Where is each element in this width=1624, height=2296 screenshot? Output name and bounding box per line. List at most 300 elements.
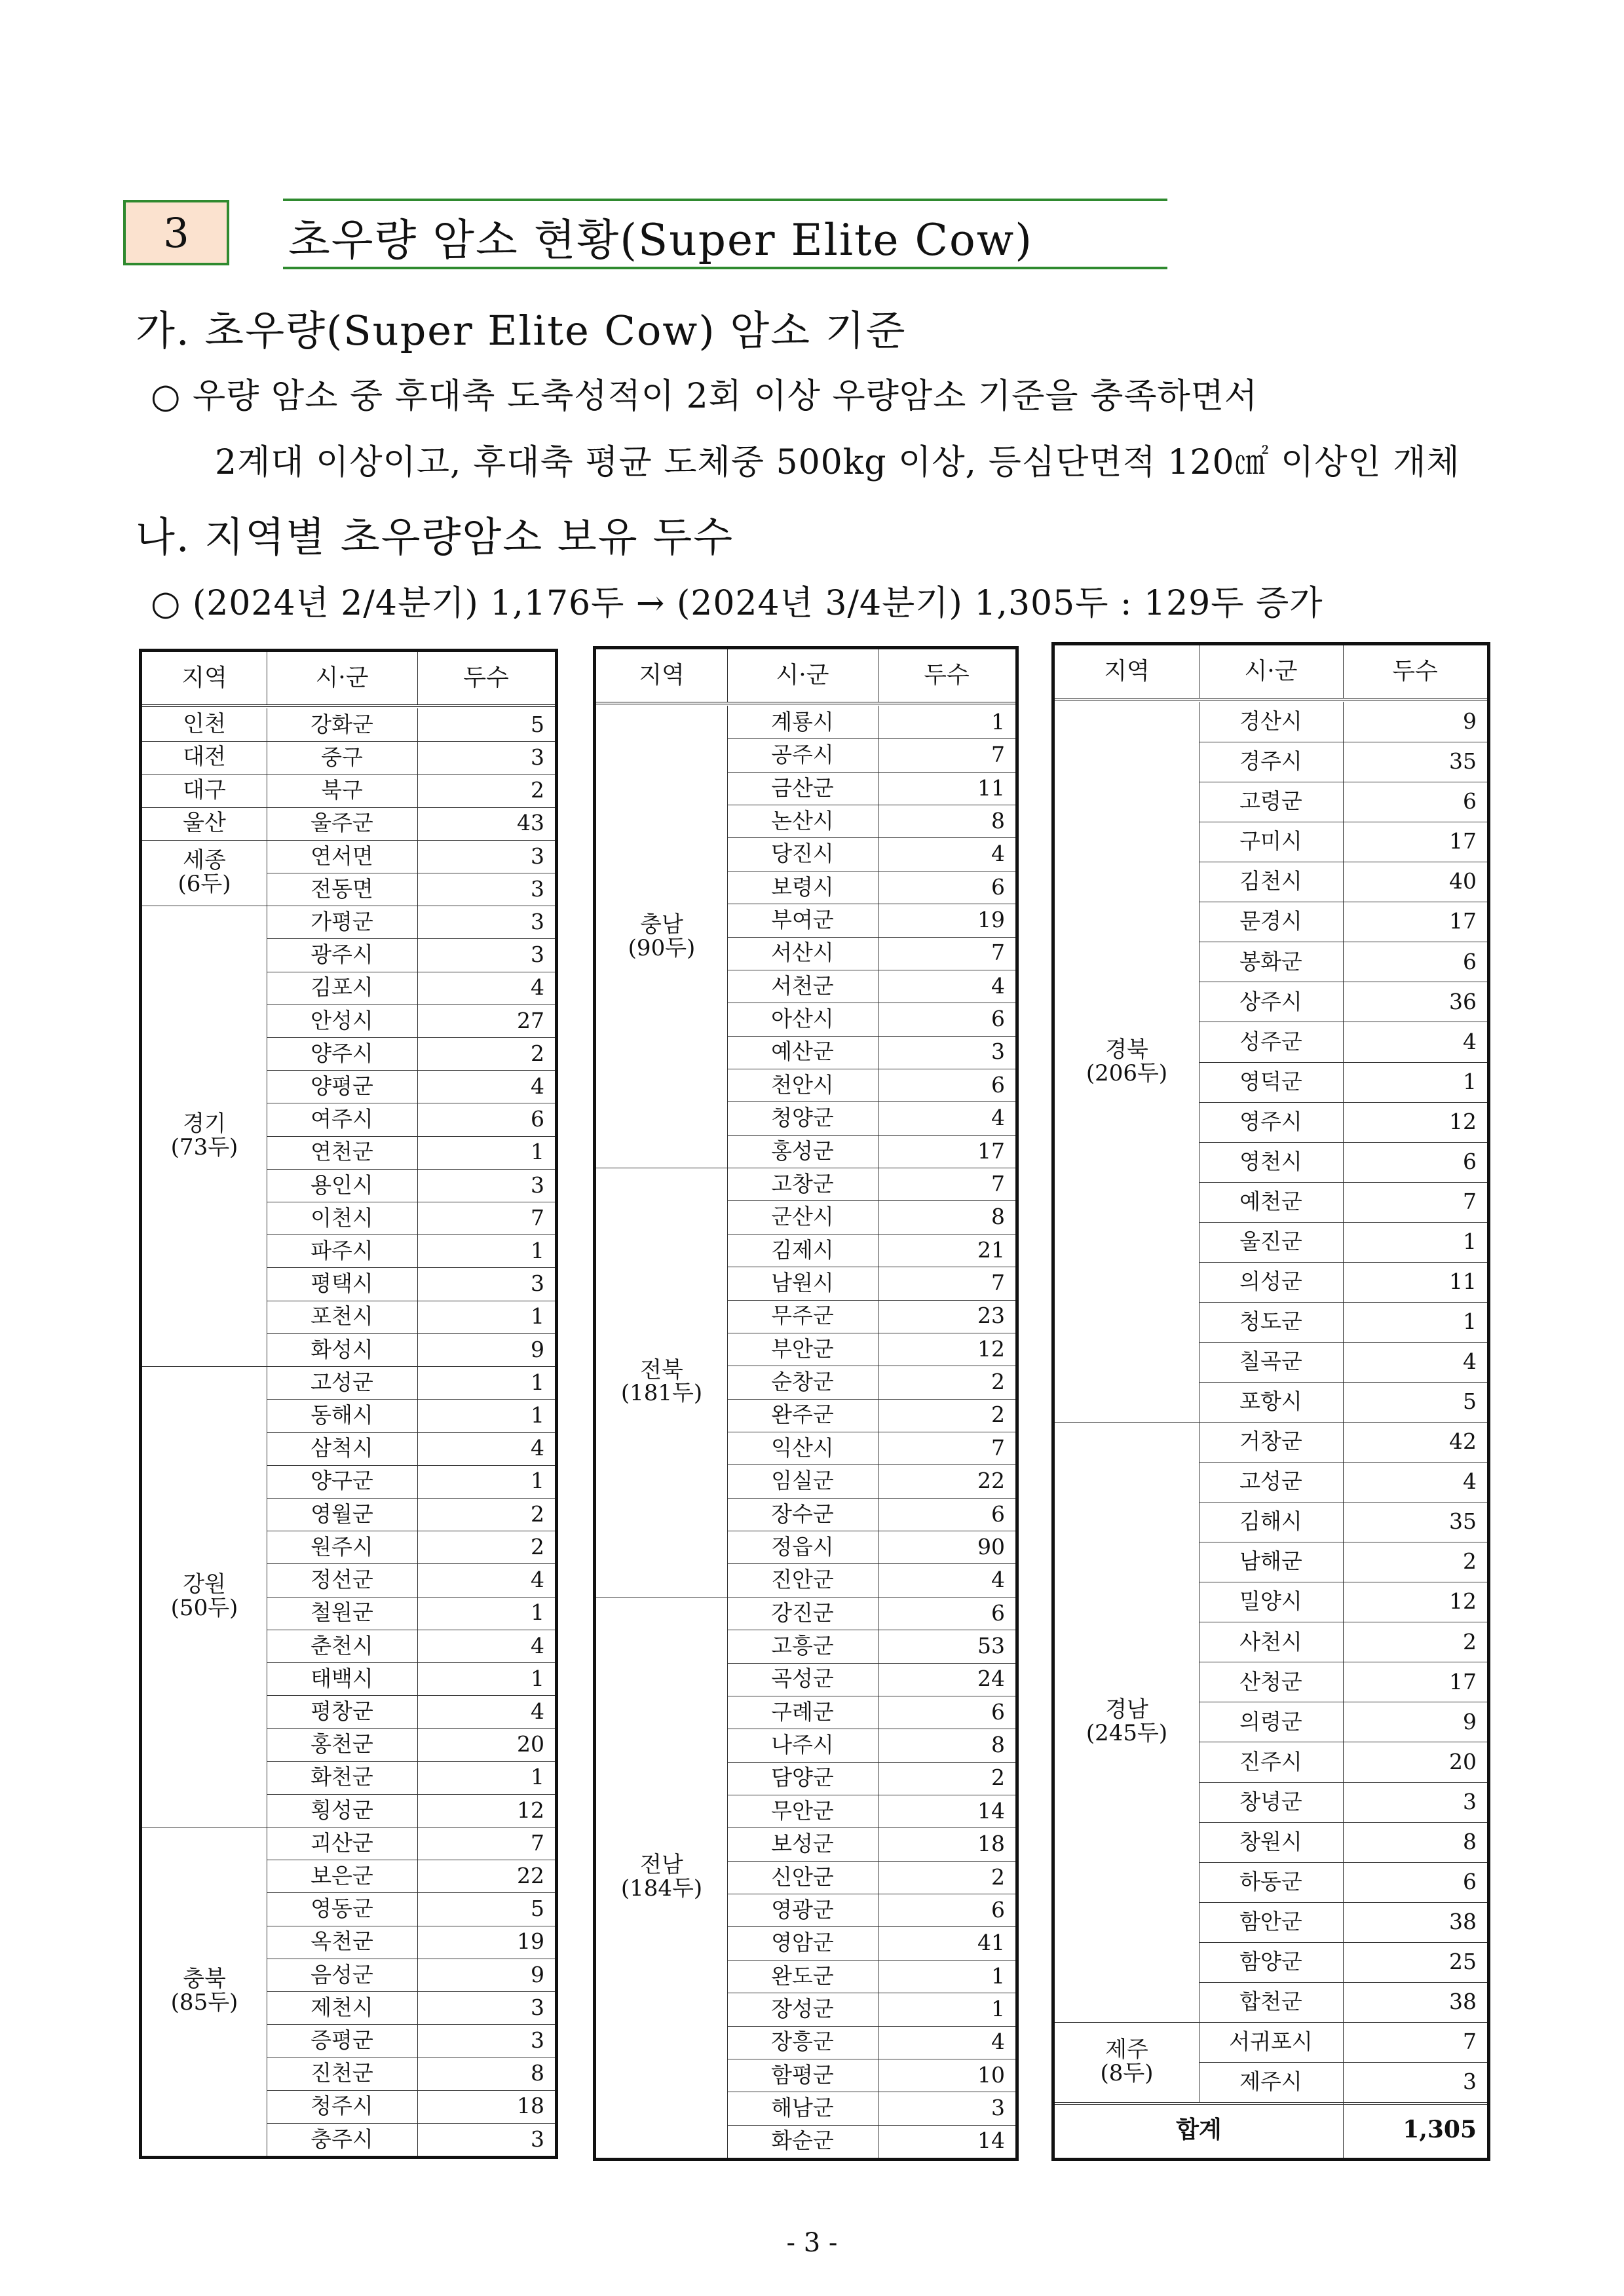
count-cell: 6 — [991, 1006, 1005, 1032]
count-cell: 1 — [531, 1139, 544, 1165]
count-cell: 11 — [977, 775, 1005, 801]
district-cell: 영암군 — [771, 1930, 834, 1956]
count-cell: 4 — [991, 1567, 1005, 1593]
district-cell: 고흥군 — [771, 1633, 834, 1659]
row-divider — [267, 1169, 555, 1170]
group-divider — [1055, 2022, 1487, 2023]
district-cell: 장수군 — [771, 1501, 834, 1527]
district-cell: 함양군 — [1239, 1948, 1302, 1974]
table-header — [142, 652, 555, 707]
row-divider — [727, 837, 1015, 838]
header-count: 두수 — [924, 662, 970, 689]
count-cell: 10 — [977, 2061, 1005, 2088]
district-cell: 중구 — [321, 744, 363, 770]
count-cell: 1 — [531, 1764, 544, 1790]
count-cell: 8 — [991, 807, 1005, 833]
header-district: 시·군 — [1244, 658, 1298, 685]
district-cell: 영천시 — [1239, 1148, 1302, 1174]
row-divider — [727, 1200, 1015, 1201]
count-cell: 5 — [531, 1896, 544, 1922]
row-divider — [727, 1563, 1015, 1564]
district-cell: 임실군 — [771, 1468, 834, 1494]
count-cell: 1 — [1463, 1228, 1477, 1254]
district-cell: 정읍시 — [771, 1533, 834, 1559]
count-cell: 3 — [531, 1172, 544, 1198]
group-divider — [142, 774, 555, 775]
count-cell: 6 — [1463, 1148, 1477, 1174]
col-divider — [417, 708, 418, 2156]
district-cell: 서천군 — [771, 972, 834, 999]
count-cell: 2 — [991, 1369, 1005, 1395]
row-divider — [727, 1498, 1015, 1499]
count-cell: 4 — [1463, 1028, 1477, 1054]
district-cell: 남원시 — [771, 1270, 834, 1296]
count-cell: 7 — [531, 1204, 544, 1231]
count-cell: 19 — [517, 1928, 544, 1955]
heading-regional: 나. 지역별 초우량암소 보유 두수 — [136, 513, 734, 561]
district-cell: 영덕군 — [1239, 1068, 1302, 1094]
count-cell: 7 — [1463, 1188, 1477, 1214]
group-divider — [142, 807, 555, 808]
count-cell: 3 — [531, 909, 544, 934]
page-number: - 3 - — [786, 2228, 838, 2258]
district-cell: 산청군 — [1239, 1668, 1302, 1694]
district-cell: 남해군 — [1239, 1548, 1302, 1575]
district-cell: 완주군 — [771, 1402, 834, 1428]
count-cell: 3 — [531, 875, 544, 902]
count-cell: 4 — [531, 1435, 544, 1461]
row-divider — [727, 1135, 1015, 1136]
count-cell: 3 — [531, 1271, 544, 1297]
row-divider — [727, 772, 1015, 773]
count-cell: 3 — [531, 2027, 544, 2053]
heading-criteria: 가. 초우량(Super Elite Cow) 암소 기준 — [136, 307, 907, 354]
district-cell: 옥천군 — [311, 1928, 373, 1955]
group-divider — [142, 1366, 555, 1367]
header-district: 시·군 — [776, 662, 829, 689]
count-cell: 3 — [531, 942, 544, 968]
region-name: 경북 — [1105, 1036, 1148, 1063]
district-cell: 문경시 — [1239, 908, 1302, 934]
district-cell: 청도군 — [1239, 1309, 1302, 1335]
row-divider — [267, 1761, 555, 1762]
region-name: 인천 — [183, 711, 226, 738]
district-cell: 서귀포시 — [1229, 2029, 1313, 2055]
header-district: 시·군 — [315, 664, 369, 692]
region-cell — [596, 706, 727, 1168]
count-cell: 8 — [991, 1204, 1005, 1230]
region-count: (6두) — [178, 871, 231, 898]
count-cell: 2 — [1463, 1628, 1477, 1655]
count-cell: 6 — [1463, 1868, 1477, 1894]
count-cell: 6 — [991, 1501, 1005, 1527]
district-cell: 영동군 — [311, 1896, 373, 1922]
title-top-rule — [283, 199, 1167, 201]
count-cell: 90 — [977, 1533, 1005, 1559]
row-divider — [267, 1695, 555, 1696]
total-label: 합계 — [1176, 2115, 1222, 2143]
count-cell: 7 — [991, 1170, 1005, 1196]
count-cell: 1 — [531, 1369, 544, 1395]
district-cell: 북구 — [321, 777, 363, 803]
region-cell — [1055, 2022, 1199, 2102]
district-cell: 광주시 — [311, 942, 373, 968]
district-cell: 합천군 — [1239, 1989, 1302, 2015]
district-cell: 공주시 — [771, 742, 834, 768]
district-cell: 순창군 — [771, 1369, 834, 1395]
region-count: (90두) — [628, 934, 696, 961]
district-cell: 보령시 — [771, 873, 834, 900]
district-cell: 부안군 — [771, 1335, 834, 1362]
region-count: (245두) — [1086, 1719, 1168, 1746]
region-count: (85두) — [170, 1989, 238, 2016]
district-cell: 예산군 — [771, 1039, 834, 1065]
district-cell: 양주시 — [311, 1040, 373, 1066]
district-cell: 밀양시 — [1239, 1588, 1302, 1615]
district-cell: 울진군 — [1239, 1228, 1302, 1254]
row-divider — [267, 1037, 555, 1038]
count-cell: 19 — [977, 907, 1005, 933]
count-cell: 3 — [531, 744, 544, 770]
row-divider — [727, 1960, 1015, 1961]
count-cell: 14 — [977, 2128, 1005, 2154]
row-divider — [727, 1762, 1015, 1763]
district-cell: 아산시 — [771, 1006, 834, 1032]
count-cell: 6 — [531, 1106, 544, 1132]
row-divider — [267, 1662, 555, 1663]
row-divider — [267, 2123, 555, 2124]
district-cell: 신안군 — [771, 1864, 834, 1890]
count-cell: 1 — [991, 1996, 1005, 2022]
total-col-divider — [1343, 2102, 1344, 2158]
count-cell: 6 — [991, 1698, 1005, 1725]
header-col-divider — [727, 649, 728, 702]
region-name: 울산 — [183, 809, 226, 836]
district-cell: 태백시 — [311, 1665, 373, 1691]
row-divider — [267, 1563, 555, 1564]
district-cell: 횡성군 — [311, 1797, 373, 1823]
district-cell: 평창군 — [311, 1698, 373, 1724]
region-count: (206두) — [1086, 1060, 1168, 1086]
count-cell: 7 — [991, 940, 1005, 966]
district-cell: 칠곡군 — [1239, 1349, 1302, 1375]
count-cell: 1 — [1463, 1068, 1477, 1094]
district-cell: 제천시 — [311, 1994, 373, 2020]
district-cell: 음성군 — [311, 1961, 373, 1987]
count-cell: 1 — [991, 1962, 1005, 1989]
count-cell: 1 — [531, 1402, 544, 1428]
row-divider — [267, 1234, 555, 1235]
district-cell: 당진시 — [771, 841, 834, 867]
district-cell: 장성군 — [771, 1996, 834, 2022]
district-cell: 진주시 — [1239, 1748, 1302, 1774]
count-cell: 2 — [1463, 1548, 1477, 1575]
header-region: 지역 — [181, 664, 227, 692]
district-cell: 영광군 — [771, 1896, 834, 1923]
count-cell: 2 — [531, 1501, 544, 1527]
count-cell: 4 — [531, 1632, 544, 1658]
count-cell: 38 — [1449, 1989, 1477, 2015]
count-cell: 7 — [991, 742, 1005, 768]
region-count: (181두) — [620, 1380, 703, 1407]
region-table-2 — [593, 646, 1019, 2161]
district-cell: 고성군 — [1239, 1468, 1302, 1495]
table-header — [1055, 645, 1487, 700]
count-cell: 6 — [1463, 948, 1477, 974]
count-cell: 9 — [531, 1961, 544, 1987]
count-cell: 1 — [531, 1238, 544, 1264]
section-title-box — [283, 199, 1167, 269]
row-divider — [727, 1926, 1015, 1927]
district-cell: 철원군 — [311, 1599, 373, 1626]
row-divider — [267, 1070, 555, 1071]
district-cell: 화성시 — [311, 1336, 373, 1362]
count-cell: 1 — [1463, 1309, 1477, 1335]
header-region: 지역 — [639, 662, 685, 689]
district-cell: 경주시 — [1239, 748, 1302, 775]
count-cell: 4 — [531, 1073, 544, 1100]
row-divider — [267, 1136, 555, 1137]
count-cell: 17 — [1449, 1668, 1477, 1694]
criteria-line-1: ○ 우량 암소 중 후대축 도축성적이 2회 이상 우량암소 기준을 충족하면서 — [151, 377, 1258, 416]
count-cell: 12 — [1449, 1588, 1477, 1615]
count-cell: 1 — [531, 1303, 544, 1330]
region-cell — [142, 1827, 267, 2156]
count-cell: 8 — [991, 1732, 1005, 1758]
district-cell: 의성군 — [1239, 1269, 1302, 1294]
count-cell: 7 — [1463, 2029, 1477, 2055]
count-cell: 27 — [517, 1007, 544, 1033]
district-cell: 무안군 — [771, 1797, 834, 1824]
district-cell: 진안군 — [771, 1567, 834, 1593]
header-col-divider — [417, 652, 418, 704]
count-cell: 4 — [991, 2029, 1005, 2055]
count-cell: 41 — [977, 1930, 1005, 1956]
region-cell — [142, 906, 267, 1366]
count-cell: 23 — [977, 1303, 1005, 1329]
district-cell: 논산시 — [771, 807, 834, 833]
count-cell: 3 — [1463, 2069, 1477, 2095]
region-cell — [596, 1597, 727, 2158]
region-name: 대구 — [183, 776, 226, 803]
count-cell: 35 — [1449, 1508, 1477, 1535]
district-cell: 하동군 — [1239, 1868, 1302, 1894]
count-cell: 12 — [1449, 1108, 1477, 1134]
count-cell: 3 — [531, 2126, 544, 2152]
region-cell — [596, 1168, 727, 1597]
row-divider — [267, 1399, 555, 1400]
district-cell: 증평군 — [311, 2027, 373, 2053]
count-cell: 17 — [1449, 908, 1477, 934]
count-cell: 3 — [991, 2095, 1005, 2121]
district-cell: 춘천시 — [311, 1632, 373, 1658]
district-cell: 화천군 — [311, 1764, 373, 1790]
district-cell: 김제시 — [771, 1236, 834, 1263]
district-cell: 삼척시 — [311, 1435, 373, 1461]
district-cell: 강화군 — [311, 711, 373, 737]
header-count: 두수 — [1392, 658, 1438, 685]
section-title: 초우량 암소 현황(Super Elite Cow) — [288, 215, 1033, 265]
count-cell: 6 — [1463, 788, 1477, 814]
count-cell: 38 — [1449, 1908, 1477, 1934]
count-cell: 5 — [531, 711, 544, 737]
region-cell — [142, 1366, 267, 1827]
region-count: (184두) — [620, 1875, 703, 1902]
region-name: 경기 — [183, 1110, 226, 1137]
region-count: (8두) — [1100, 2059, 1154, 2086]
row-divider — [267, 1991, 555, 1992]
district-cell: 군산시 — [771, 1204, 834, 1230]
district-cell: 담양군 — [771, 1765, 834, 1791]
col-divider — [727, 706, 728, 2158]
district-cell: 김포시 — [311, 974, 373, 1001]
count-cell: 6 — [991, 873, 1005, 900]
row-divider — [727, 1464, 1015, 1465]
district-cell: 안성시 — [311, 1007, 373, 1033]
count-cell: 11 — [1449, 1269, 1477, 1294]
row-divider — [727, 738, 1015, 739]
header-col-divider — [1343, 645, 1344, 698]
count-cell: 9 — [531, 1336, 544, 1362]
district-cell: 양평군 — [311, 1073, 373, 1100]
count-cell: 2 — [531, 1533, 544, 1559]
count-cell: 18 — [517, 2093, 544, 2119]
count-cell: 43 — [517, 810, 544, 836]
row-divider — [727, 2026, 1015, 2027]
district-cell: 원주시 — [311, 1533, 373, 1559]
district-cell: 연서면 — [311, 843, 373, 869]
group-divider — [1055, 1422, 1487, 1423]
row-divider — [727, 1399, 1015, 1400]
region-cell — [142, 774, 267, 807]
row-divider — [267, 1465, 555, 1466]
count-cell: 22 — [977, 1468, 1005, 1494]
region-name: 전북 — [640, 1356, 683, 1383]
count-cell: 20 — [517, 1731, 544, 1757]
region-name: 강원 — [183, 1571, 226, 1598]
district-cell: 장흥군 — [771, 2029, 834, 2055]
criteria-line-2: 2계대 이상이고, 후대축 평균 도체중 500kg 이상, 등심단면적 120㎠ 이상인 개체 — [215, 443, 1460, 482]
district-cell: 보성군 — [771, 1831, 834, 1857]
district-cell: 진천군 — [311, 2060, 373, 2086]
row-divider — [727, 1827, 1015, 1828]
count-cell: 17 — [1449, 828, 1477, 854]
row-divider — [267, 1267, 555, 1268]
district-cell: 나주시 — [771, 1732, 834, 1758]
row-divider — [727, 1861, 1015, 1862]
count-cell: 25 — [1449, 1948, 1477, 1974]
region-cell — [1055, 1422, 1199, 2022]
district-cell: 김해시 — [1239, 1508, 1302, 1535]
district-cell: 울주군 — [311, 810, 373, 836]
count-cell: 2 — [991, 1765, 1005, 1791]
district-cell: 구미시 — [1239, 828, 1302, 854]
count-cell: 7 — [991, 1434, 1005, 1461]
district-cell: 화순군 — [771, 2128, 834, 2154]
district-cell: 함안군 — [1239, 1908, 1302, 1934]
count-cell: 53 — [977, 1633, 1005, 1659]
row-divider — [727, 1036, 1015, 1037]
district-cell: 창원시 — [1239, 1828, 1302, 1854]
district-cell: 계룡시 — [771, 708, 834, 735]
district-cell: 사천시 — [1239, 1628, 1302, 1655]
district-cell: 강진군 — [771, 1599, 834, 1626]
count-cell: 7 — [991, 1270, 1005, 1296]
row-divider — [267, 2024, 555, 2025]
district-cell: 영주시 — [1239, 1108, 1302, 1134]
count-cell: 2 — [991, 1864, 1005, 1890]
row-divider — [727, 1101, 1015, 1102]
total-value: 1,305 — [1403, 2115, 1477, 2143]
count-cell: 17 — [977, 1138, 1005, 1164]
row-divider — [727, 1663, 1015, 1664]
row-divider — [267, 1728, 555, 1729]
count-cell: 9 — [1463, 708, 1477, 735]
title-bottom-rule — [283, 267, 1167, 269]
row-divider — [267, 1597, 555, 1598]
count-cell: 9 — [1463, 1708, 1477, 1734]
count-cell: 4 — [991, 841, 1005, 867]
count-cell: 40 — [1449, 868, 1477, 894]
count-cell: 6 — [991, 1071, 1005, 1098]
region-name: 충남 — [640, 911, 683, 938]
count-cell: 2 — [991, 1402, 1005, 1428]
count-cell: 18 — [977, 1831, 1005, 1857]
district-cell: 홍천군 — [311, 1731, 373, 1757]
district-cell: 상주시 — [1239, 988, 1302, 1014]
count-cell: 12 — [977, 1335, 1005, 1362]
region-cell — [1055, 702, 1199, 1422]
count-cell: 20 — [1449, 1748, 1477, 1774]
district-cell: 여주시 — [311, 1106, 373, 1132]
count-cell: 7 — [531, 1829, 544, 1856]
group-divider — [596, 1597, 1015, 1598]
region-table-1 — [139, 649, 558, 2159]
district-cell: 청양군 — [771, 1105, 834, 1131]
district-cell: 가평군 — [311, 909, 373, 934]
count-cell: 6 — [991, 1896, 1005, 1923]
district-cell: 성주군 — [1239, 1028, 1302, 1054]
district-cell: 파주시 — [311, 1238, 373, 1264]
col-divider — [1343, 702, 1344, 2102]
district-cell: 고창군 — [771, 1170, 834, 1196]
count-cell: 3 — [531, 843, 544, 869]
row-divider — [267, 2090, 555, 2091]
district-cell: 포항시 — [1239, 1388, 1302, 1415]
district-cell: 봉화군 — [1239, 948, 1302, 974]
count-cell: 42 — [1449, 1428, 1477, 1455]
district-cell: 양구군 — [311, 1468, 373, 1494]
count-cell: 3 — [991, 1039, 1005, 1065]
count-cell: 4 — [991, 1105, 1005, 1131]
row-divider — [267, 1892, 555, 1893]
region-name: 경남 — [1105, 1696, 1148, 1723]
count-cell: 3 — [1463, 1788, 1477, 1814]
district-cell: 해남군 — [771, 2095, 834, 2121]
district-cell: 구례군 — [771, 1698, 834, 1725]
group-divider — [142, 840, 555, 841]
summary-line: ○ (2024년 2/4분기) 1,176두 → (2024년 3/4분기) 1,305두 : 129두 증가 — [151, 584, 1323, 623]
count-cell: 22 — [517, 1862, 544, 1888]
district-cell: 금산군 — [771, 775, 834, 801]
district-cell: 괴산군 — [311, 1829, 373, 1856]
count-cell: 2 — [531, 777, 544, 803]
count-cell: 2 — [531, 1040, 544, 1066]
header-region: 지역 — [1104, 658, 1150, 685]
district-cell: 서산시 — [771, 940, 834, 966]
count-cell: 4 — [531, 974, 544, 1001]
row-divider — [267, 938, 555, 939]
